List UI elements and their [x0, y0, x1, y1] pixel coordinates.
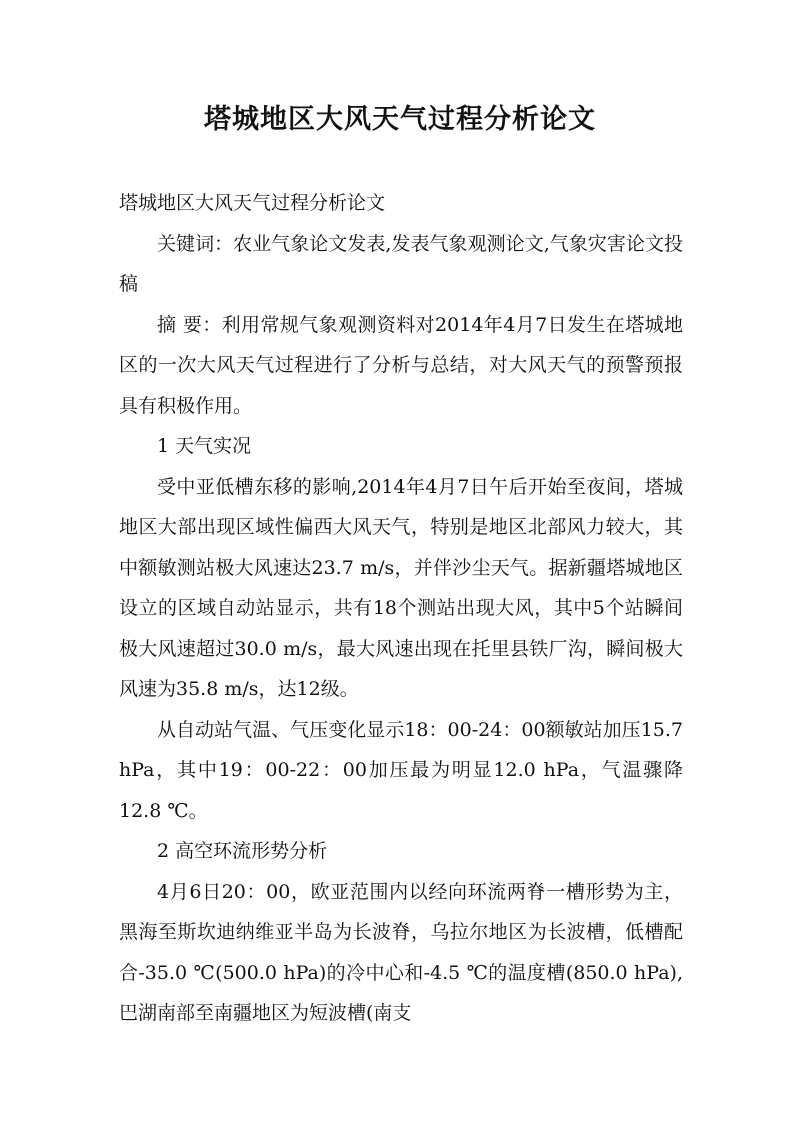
document-body [119, 183, 683, 1034]
paragraph-station-data: 从自动站气温、气压变化显示18：00-24：00额敏站加压15.7 hPa，其中19：00-22：00加压最为明显12.0 hPa，气温骤降12.8 ℃。 [119, 718, 683, 822]
paragraph-weather-facts: 受中亚低槽东移的影响,2014年4月7日午后开始至夜间，塔城地区大部出现区域性偏西大风天气，特别是地区北部风力较大，其中额敏测站极大风速达23.7 m/s，并伴沙尘天气。据新疆塔城地区设立的区域自动站显示，共有18个测站出现大风，其中5个站瞬间极大风速超过30.0 m/s，最大风速出现在托里县铁厂沟，瞬间极大风速为35.8 m/s，达12级。 [119, 475, 683, 700]
paragraph-keywords: 关键词：农业气象论文发表,发表气象观测论文,气象灾害论文投稿 [119, 232, 683, 295]
paragraph-circulation: 4月6日20：00，欧亚范围内以经向环流两脊一槽形势为主，黑海至斯坎迪纳维亚半岛为长波脊，乌拉尔地区为长波槽，低槽配合-35.0 ℃(500.0 hPa)的冷中心和-4.5 ℃的温度槽(850.0 hPa),巴湖南部至南疆地区为短波槽(南支 [119, 880, 683, 1024]
document-title: 塔城地区大风天气过程分析论文 [204, 104, 596, 135]
section-heading-weather: 1 天气实况 [157, 435, 252, 457]
paragraph-heading-repeat: 塔城地区大风天气过程分析论文 [119, 192, 386, 214]
paragraph-abstract: 摘 要：利用常规气象观测资料对2014年4月7日发生在塔城地区的一次大风天气过程进行了分析与总结，对大风天气的预警预报具有积极作用。 [119, 313, 683, 417]
section-heading-circulation: 2 高空环流形势分析 [157, 840, 328, 862]
